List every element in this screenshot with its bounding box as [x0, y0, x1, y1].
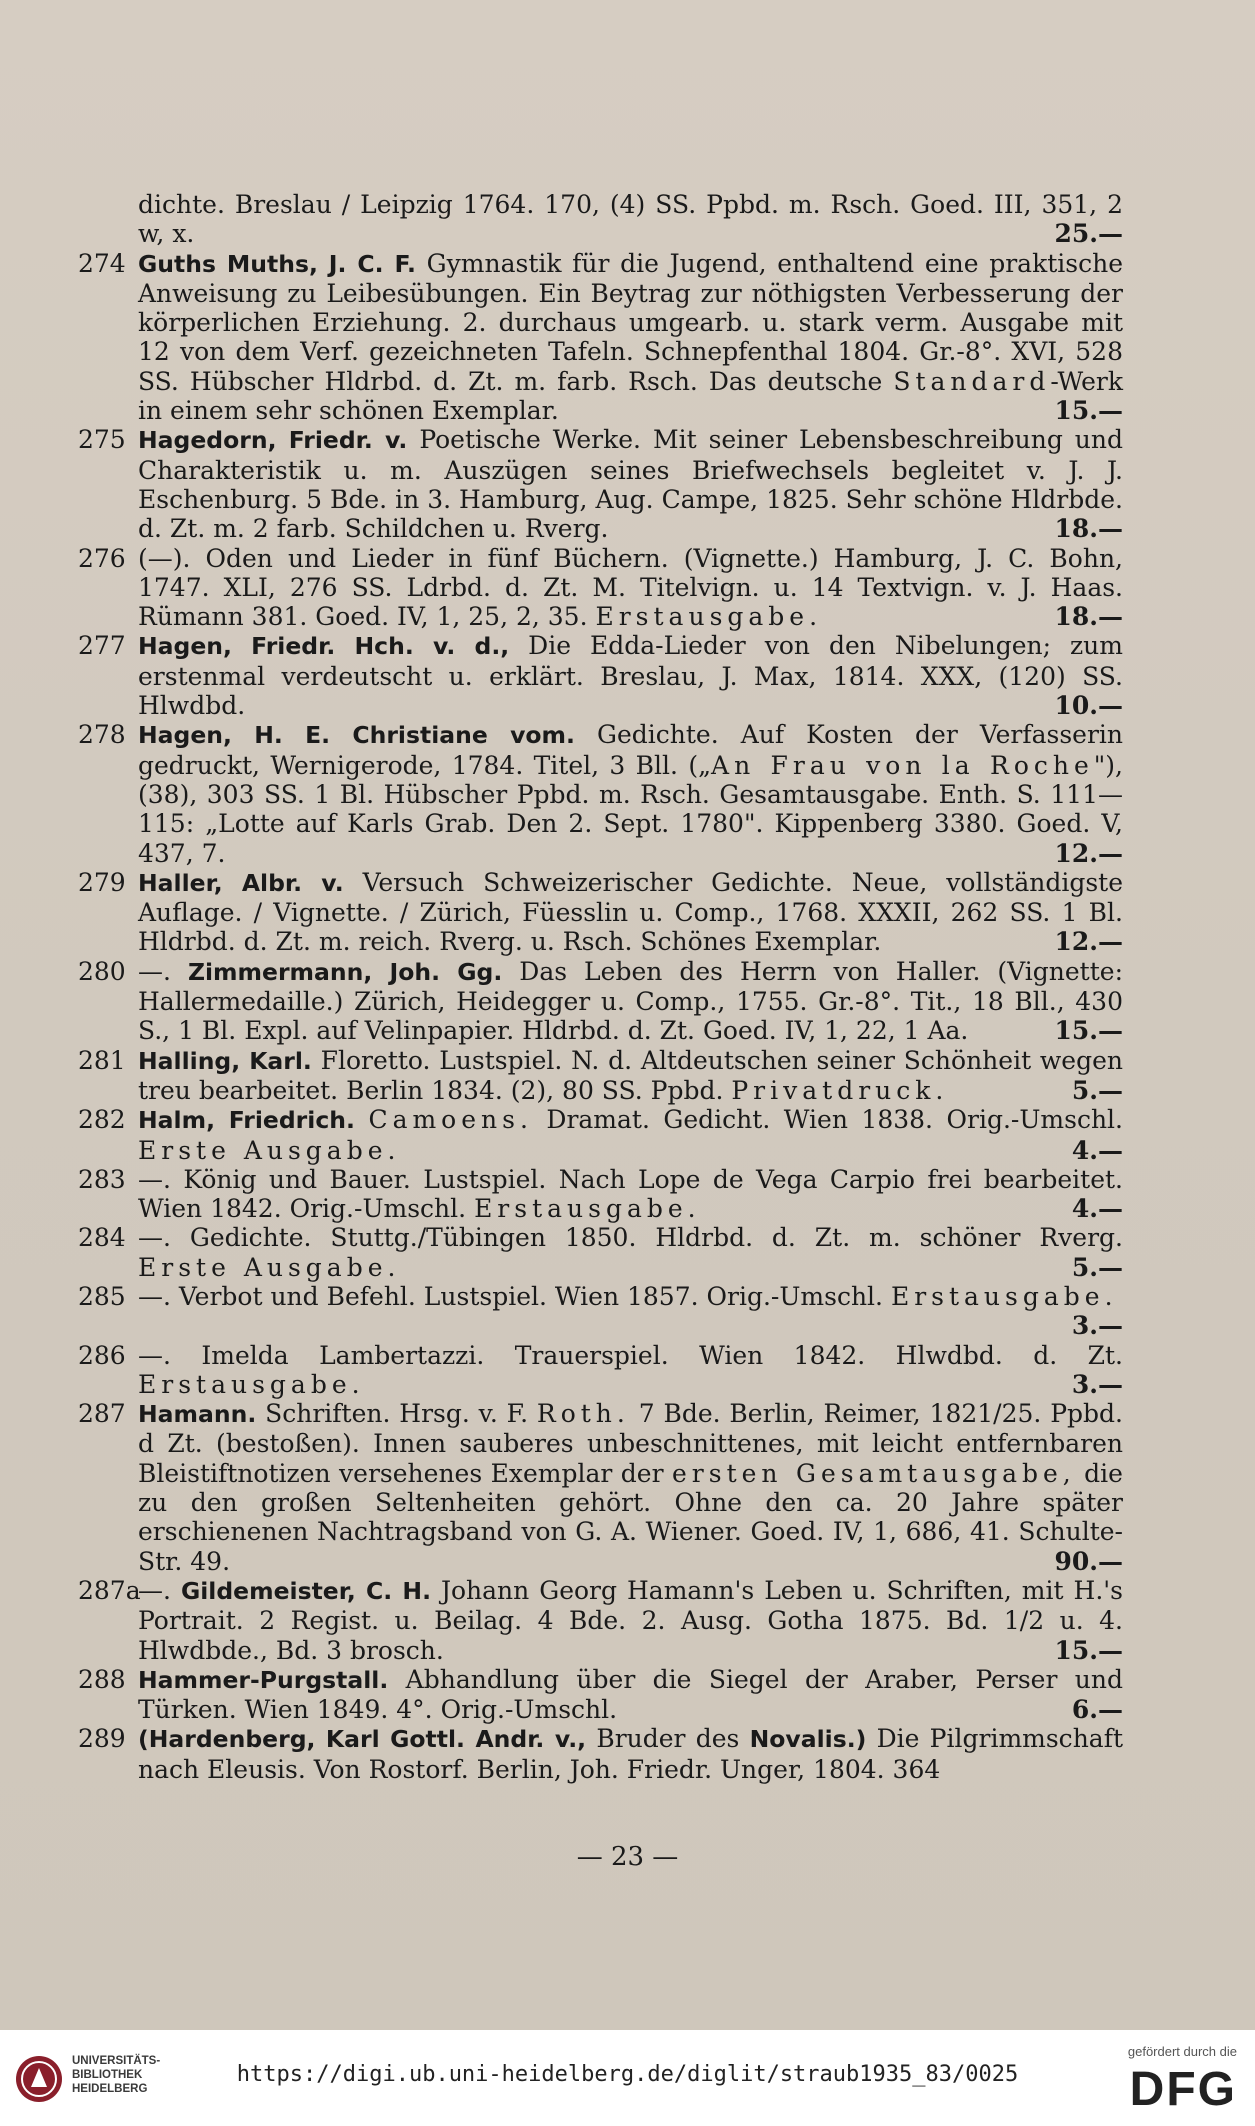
entry-price: 15.—: [1054, 396, 1123, 426]
entry-description: —.: [138, 956, 188, 986]
dfg-logo: DFG: [1129, 2063, 1237, 2116]
entry-price: 18.—: [1054, 602, 1123, 632]
entry-number: 287: [78, 1399, 126, 1429]
entry-number: 276: [78, 543, 126, 573]
entry-description: —. Imelda Lambertazzi. Trauerspiel. Wien 1842. Hlwdbd. d. Zt.: [138, 1340, 1123, 1370]
catalogue-entry: [78, 868, 1123, 957]
entry-number: 277: [78, 631, 126, 661]
entry-author: Hagen, Friedr. Hch. v. d.,: [138, 632, 510, 661]
entry-emphasis: Camoens.: [368, 1105, 533, 1135]
permalink-url[interactable]: https://digi.ub.uni-heidelberg.de/diglit/straub1935_83/0025: [236, 2062, 1019, 2087]
catalogue-entry: [78, 190, 1123, 249]
entry-emphasis: ersten Gesamtausgabe,: [672, 1458, 1076, 1488]
catalogue-entry: [78, 544, 1123, 632]
page-number: — 23 —: [576, 1842, 679, 1872]
entry-author: Hagedorn, Friedr. v.: [138, 426, 408, 455]
entry-description: —. König und Bauer. Lustspiel. Nach Lope de Vega Carpio frei bearbeitet. Wien 1842. Orig.-Umschl.: [138, 1164, 1123, 1224]
entry-text: [138, 544, 1123, 632]
entry-price: 10.—: [1054, 691, 1123, 721]
entry-description: Bruder des: [586, 1724, 750, 1754]
entry-text: [138, 868, 1123, 957]
entry-author: Halling, Karl.: [138, 1046, 312, 1075]
entry-description: —. Verbot und Befehl. Lustspiel. Wien 1857. Orig.-Umschl.: [138, 1281, 891, 1311]
entry-number: 280: [78, 956, 126, 986]
entry-author: Hagen, H. E. Christiane vom.: [138, 721, 575, 750]
viewer-footer: [0, 2030, 1255, 2126]
entry-text: [138, 1105, 1123, 1165]
entry-text: [138, 631, 1123, 720]
entry-description: Das Leben des Herrn von Haller. (Vignette: Hallermedaille.) Zürich, Heidegger u. Comp., 1755. Gr.-8°. Tit., 18 Bll., 430 S., 1 Bl. Expl. auf Velinpapier. Hldrbd. d. Zt. Goed. IV, 1, 22, 1 Aa.: [138, 956, 1123, 1046]
entry-emphasis: Standard: [893, 366, 1051, 396]
entry-emphasis: Roth.: [536, 1399, 630, 1429]
entry-text: [138, 1724, 1123, 1784]
entry-number: 283: [78, 1164, 126, 1194]
entry-description: Poetische Werke. Mit seiner Lebensbeschreibung und Charakteristik u. m. Auszügen seines Briefwechsels begleitet v. J. J. Eschenburg. 5 Bde. in 3. Hamburg, Aug. Campe, 1825. Sehr schöne Hldrbde. d. Zt. m. 2 farb. Schildchen u. Rverg.: [138, 425, 1123, 544]
catalogue-entry: [78, 631, 1123, 720]
entry-text: [138, 720, 1123, 867]
catalogue-entry: [78, 1165, 1123, 1224]
entry-text: [138, 1665, 1123, 1725]
entry-number: 286: [78, 1340, 126, 1370]
entry-price: 5.—: [1071, 1252, 1123, 1282]
entry-description: (—). Oden und Lieder in fünf Büchern. (Vignette.) Hamburg, J. C. Bohn, 1747. XLI, 276 SS. Ldrbd. d. Zt. M. Titelvign. u. 14 Textvign. v. J. Haas. Rümann 381. Goed. IV, 1, 25, 2, 35.: [138, 543, 1123, 632]
entry-emphasis: Erste Ausgabe.: [138, 1135, 401, 1165]
entry-text: [138, 1399, 1123, 1576]
entry-text: [138, 957, 1123, 1046]
catalogue-entry: [78, 1046, 1123, 1106]
entry-price: 12.—: [1054, 838, 1123, 868]
entry-description: Gymnastik für die Jugend, enthaltend eine praktische Anweisung zu Leibesübungen. Ein Beytrag zur nöthigsten Verbesserung der körperlichen Erziehung. 2. durchaus umgearb. u. stark verm. Ausgabe mit 12 von dem Verf. gezeichneten Tafeln. Schnepfenthal 1804. Gr.-8°. XVI, 528 SS. Hübscher Hldrbd. d. Zt. m. farb. Rsch. Das deutsche: [138, 248, 1123, 396]
entry-description: Die Pilgrimmschaft nach Eleusis. Von Rostorf. Berlin, Joh. Friedr. Unger, 1804. 364: [138, 1724, 1123, 1784]
funder-tagline: gefördert durch die: [1127, 2044, 1237, 2059]
entry-description: [355, 1105, 369, 1134]
library-name-line-1: UNIVERSITÄTS-: [72, 2055, 161, 2067]
entry-emphasis: An Frau von la Roche: [711, 750, 1094, 780]
entry-description: die zu den großen Seltenheiten gehört. Ohne den ca. 20 Jahre später erschienenen Nachtragsband von G. A. Wiener. Goed. IV, 1, 686, 41. Schulte-Str. 49.: [138, 1458, 1123, 1576]
entry-description: Dramat. Gedicht. Wien 1838. Orig.-Umschl.: [532, 1105, 1123, 1135]
entry-author: Guths Muths, J. C. F.: [138, 249, 416, 278]
entry-description: dichte. Breslau / Leipzig 1764. 170, (4) SS. Ppbd. m. Rsch. Goed. III, 351, 2 w, x.: [138, 190, 1123, 249]
entry-number: 281: [78, 1045, 126, 1075]
catalogue-entry: [78, 249, 1123, 426]
entry-text: [138, 1223, 1123, 1282]
entry-author: (Hardenberg, Karl Gottl. Andr. v.,: [138, 1725, 587, 1754]
entry-price: 90.—: [1054, 1546, 1123, 1576]
entry-text: [138, 249, 1123, 426]
entry-description: Gedichte. Auf Kosten der Verfasserin gedruckt, Wernigerode, 1784. Titel, 3 Bll. („: [138, 720, 1123, 780]
entry-description: Floretto. Lustspiel. N. d. Altdeutschen seiner Schönheit wegen treu bearbeitet. Berlin 1834. (2), 80 SS. Ppbd.: [138, 1045, 1123, 1105]
entry-text: [138, 1046, 1123, 1106]
catalogue-entry: [78, 1105, 1123, 1165]
entry-price: 4.—: [1071, 1135, 1123, 1165]
entry-author: Haller, Albr. v.: [138, 868, 344, 897]
entry-number: 285: [78, 1281, 126, 1311]
entry-text: [138, 1576, 1123, 1665]
entry-description: "), (38), 303 SS. 1 Bl. Hübscher Ppbd. m. Rsch. Gesamtausgabe. Enth. S. 111—115: „Lotte auf Karls Grab. Den 2. Sept. 1780". Kippenberg 3380. Goed. V, 437, 7.: [138, 750, 1123, 868]
entry-text: [138, 1341, 1123, 1400]
entry-price: 3.—: [1071, 1369, 1123, 1399]
entry-description: —.: [138, 1575, 181, 1605]
entry-description: Die Edda-Lieder von den Nibelungen; zum erstenmal verdeutscht u. erklärt. Breslau, J. Max, 1814. XXX, (120) SS. Hlwdbd.: [138, 631, 1123, 721]
entry-number: 287a: [78, 1575, 141, 1605]
entry-emphasis: Erstausgabe.: [474, 1194, 701, 1224]
entry-price: 18.—: [1054, 514, 1123, 544]
entry-author: Hammer-Purgstall.: [138, 1665, 389, 1694]
entry-price: 6.—: [1071, 1695, 1123, 1725]
entry-price: 5.—: [1071, 1075, 1123, 1105]
entry-number: 278: [78, 720, 126, 750]
entry-price: 25.—: [1054, 219, 1123, 249]
entry-description: Schriften. Hrsg. v. F.: [256, 1399, 537, 1429]
entry-text: [138, 1165, 1123, 1224]
entry-number: 279: [78, 867, 126, 897]
entry-author: Halm, Friedrich.: [138, 1106, 355, 1135]
catalogue-entry: [78, 720, 1123, 867]
catalogue-entry: [78, 1399, 1123, 1576]
entry-text: [138, 1282, 1123, 1341]
entry-price: 15.—: [1054, 1635, 1123, 1665]
entry-author: Zimmermann, Joh. Gg.: [187, 957, 503, 986]
catalogue-entry: [78, 1576, 1123, 1665]
entry-description: Abhandlung über die Siegel der Araber, Perser und Türken. Wien 1849. 4°. Orig.-Umschl.: [138, 1664, 1123, 1725]
entry-price: 15.—: [1054, 1016, 1123, 1046]
catalogue-entries: [78, 190, 1123, 1784]
entry-number: 282: [78, 1105, 126, 1135]
entry-price: 3.—: [1071, 1311, 1123, 1341]
entry-description: 7 Bde. Berlin, Reimer, 1821/25. Ppbd. d Zt. (bestoßen). Innen sauberes unbeschnittenes, mit leicht entfernbaren Bleistiftnotizen versehenes Exemplar der: [138, 1399, 1123, 1488]
entry-author: Novalis.): [749, 1725, 867, 1754]
library-name-line-2: BIBLIOTHEK: [72, 2069, 143, 2081]
catalogue-entry: [78, 1341, 1123, 1400]
catalogue-entry: [78, 425, 1123, 543]
entry-number: 275: [78, 425, 126, 455]
entry-number: 289: [78, 1724, 126, 1754]
entry-description: -Werk in einem sehr schönen Exemplar.: [138, 366, 1123, 426]
entry-emphasis: Privatdruck.: [731, 1075, 949, 1105]
catalogue-entry: [78, 957, 1123, 1046]
entry-price: 12.—: [1054, 927, 1123, 957]
entry-emphasis: Erstausgabe.: [890, 1281, 1118, 1311]
entry-text: [138, 190, 1123, 249]
catalogue-entry: [78, 1724, 1123, 1784]
library-name-line-3: HEIDELBERG: [72, 2083, 148, 2095]
entry-emphasis: Erste Ausgabe.: [138, 1252, 401, 1282]
entry-author: Hamann.: [138, 1400, 257, 1429]
entry-description: —. Gedichte. Stuttg./Tübingen 1850. Hldrbd. d. Zt. m. schöner Rverg.: [138, 1223, 1123, 1253]
entry-text: [138, 425, 1123, 543]
entry-number: 288: [78, 1664, 126, 1694]
entry-emphasis: Erstausgabe.: [138, 1369, 365, 1399]
catalogue-entry: [78, 1223, 1123, 1282]
entry-author: Gildemeister, C. H.: [180, 1576, 431, 1605]
catalogue-entry: [78, 1282, 1123, 1341]
entry-number: 284: [78, 1223, 126, 1253]
entry-number: 274: [78, 248, 126, 278]
catalogue-entry: [78, 1665, 1123, 1725]
entry-emphasis: Erstausgabe.: [595, 602, 823, 632]
entry-description: Johann Georg Hamann's Leben u. Schriften, mit H.'s Portrait. 2 Regist. u. Beilag. 4 Bde. 2. Ausg. Gotha 1875. Bd. 1/2 u. 4. Hlwdbde., Bd. 3 brosch.: [138, 1575, 1123, 1665]
entry-description: Versuch Schweizerischer Gedichte. Neue, vollständigste Auflage. / Vignette. / Zürich, Füesslin u. Comp., 1768. XXXII, 262 SS. 1 Bl. Hldrbd. d. Zt. m. reich. Rverg. u. Rsch. Schönes Exemplar.: [138, 867, 1124, 957]
entry-price: 4.—: [1071, 1194, 1123, 1224]
